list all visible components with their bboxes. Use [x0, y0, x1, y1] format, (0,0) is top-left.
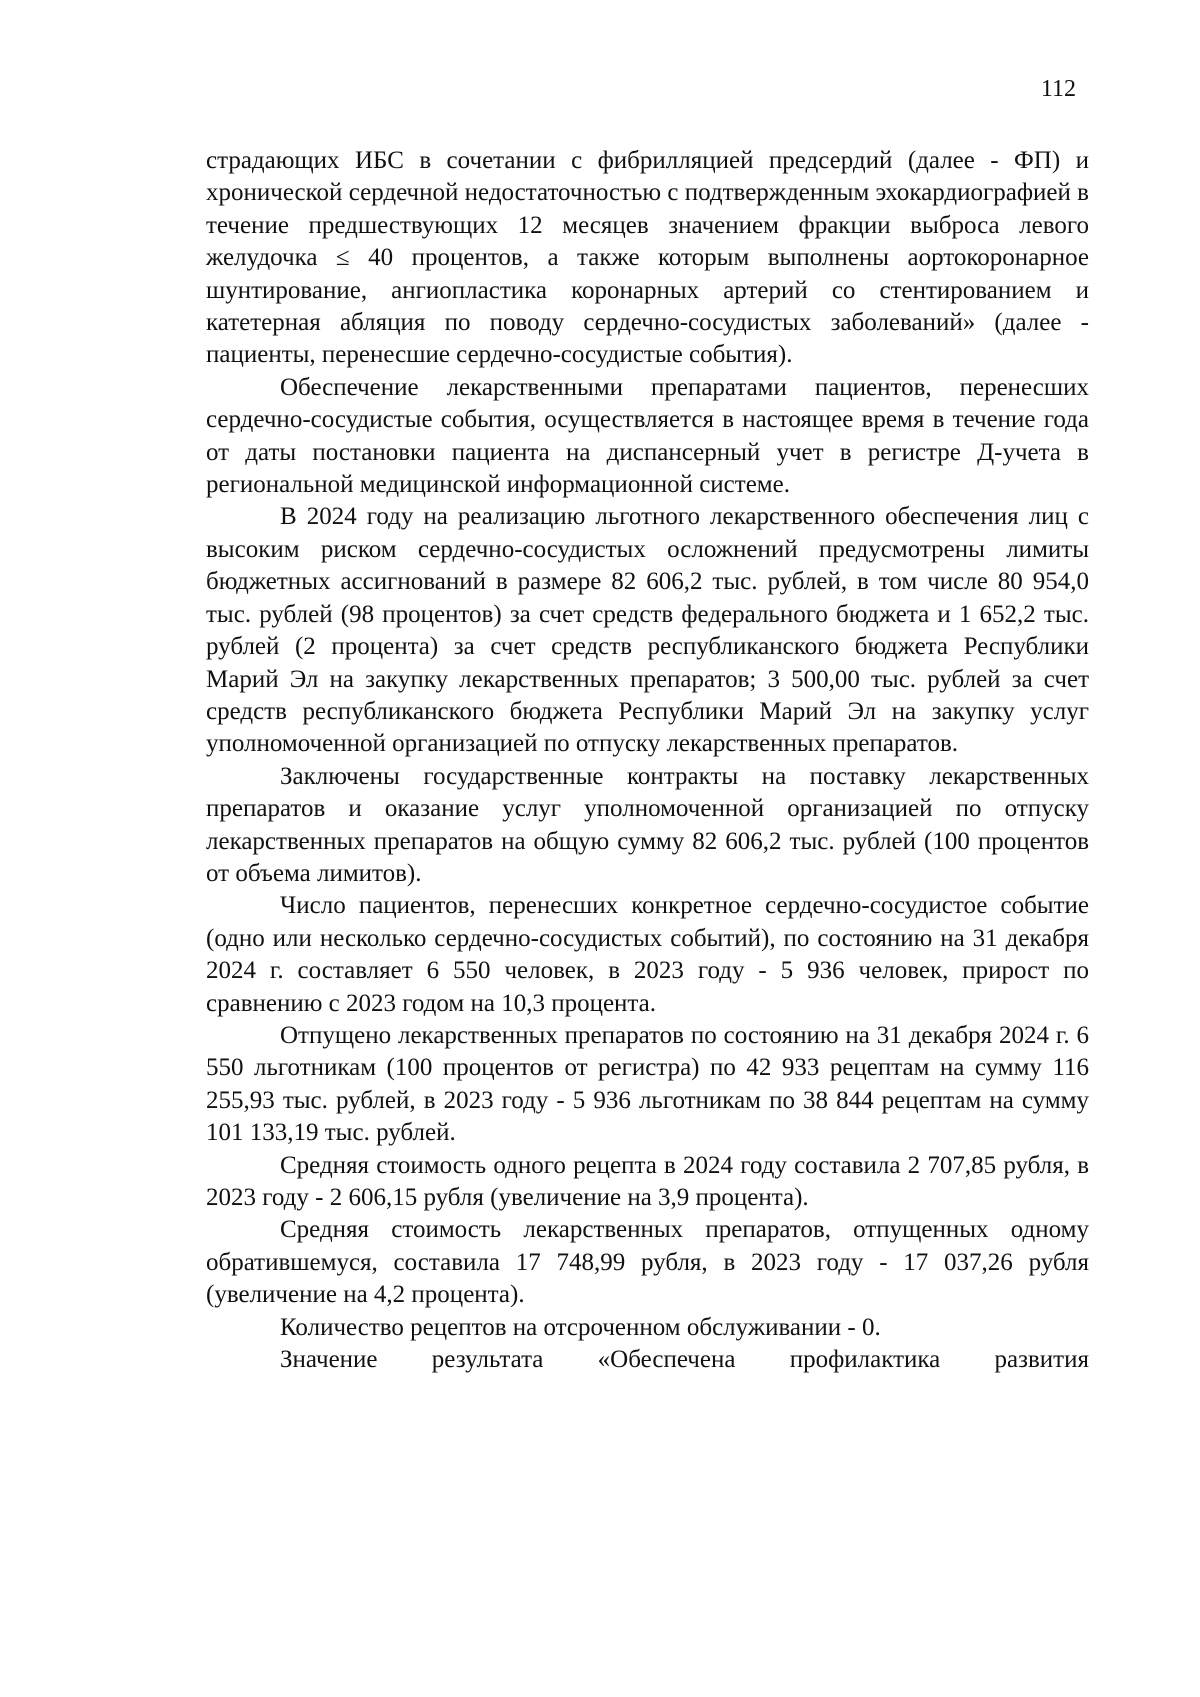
paragraph-result-value: Значение результата «Обеспечена профилактика развития [280, 1346, 1089, 1374]
paragraph-avg-prescription-cost: Средняя стоимость одного рецепта в 2024 году составила 2 707,85 рубля, в 2023 году - 2 606,15 рубля (увеличение на 3,9 процента). [206, 1151, 1089, 1211]
paragraph-deferred-prescriptions: Количество рецептов на отсроченном обслуживании - 0. [280, 1313, 881, 1341]
paragraph-patient-count: Число пациентов, перенесших конкретное сердечно-сосудистое событие (одно или несколько сердечно-сосудистых событий), по состоянию на 31 декабря 2024 г. составляет 6 550 человек, в 2023 году - 5 936 человек, прирост по сравнению с 2023 годом на 10,3 процента. [206, 892, 1089, 1017]
paragraph-budget: В 2024 году на реализацию льготного лекарственного обеспечения лиц с высоким риском сердечно-сосудистых осложнений предусмотрены лимиты бюджетных ассигнований в размере 82 606,2 тыс. рублей, в том числе 80 954,0 тыс. рублей (98 процентов) за счет средств федерального бюджета и 1 652,2 тыс. рублей (2 процента) за счет средств республиканского бюджета Республики Марий Эл на закупку лекарственных препаратов; 3 500,00 тыс. рублей за счет средств республиканского бюджета Республики Марий Эл на закупку услуг уполномоченной организацией по отпуску лекарственных препаратов. [206, 503, 1089, 758]
paragraph-contracts: Заключены государственные контракты на поставку лекарственных препаратов и оказание услуг уполномоченной организацией по отпуску лекарственных препаратов на общую сумму 82 606,2 тыс. рублей (100 процентов от объема лимитов). [206, 762, 1089, 887]
paragraph-dispensed: Отпущено лекарственных препаратов по состоянию на 31 декабря 2024 г. 6 550 льготникам (100 процентов от регистра) по 42 933 рецептам на сумму 116 255,93 тыс. рублей, в 2023 году - 5 936 льготникам по 38 844 рецептам на сумму 101 133,19 тыс. рублей. [206, 1021, 1089, 1147]
document-body [206, 145, 1089, 1376]
paragraph-provision: Обеспечение лекарственными препаратами пациентов, перенесших сердечно-сосудистые события, осуществляется в настоящее время в течение года от даты постановки пациента на диспансерный учет в регистре Д-учета в региональной медицинской информационной системе. [206, 373, 1089, 499]
page-number: 112 [1040, 76, 1076, 102]
paragraph-continuation: страдающих ИБС в сочетании с фибрилляцией предсердий (далее - ФП) и хронической сердечной недостаточностью с подтвержденным эхокардиографией в течение предшествующих 12 месяцев значением фракции выброса левого желудочка ≤ 40 процентов, а также которым выполнены аортокоронарное шунтирование, ангиопластика коронарных артерий со стентированием и катетерная абляция по поводу сердечно-сосудистых заболеваний» (далее - пациенты, перенесшие сердечно-сосудистые события). [206, 147, 1089, 369]
paragraph-avg-patient-cost: Средняя стоимость лекарственных препаратов, отпущенных одному обратившемуся, составила 17 748,99 рубля, в 2023 году - 17 037,26 рубля (увеличение на 4,2 процента). [206, 1216, 1089, 1309]
